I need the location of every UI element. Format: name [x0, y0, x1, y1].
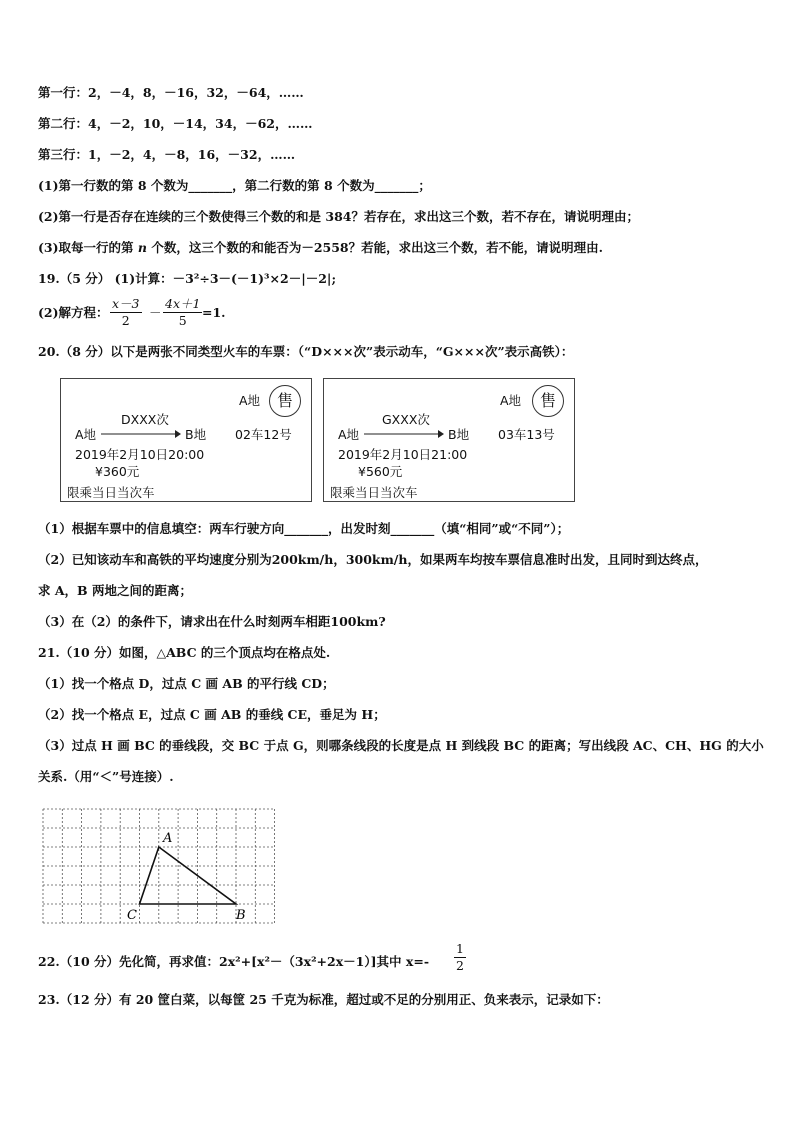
ticket-station: A地 [500, 393, 522, 408]
ticket-seat: 03车13号 [498, 427, 555, 442]
q21-part2: （2）找一个格点 E，过点 C 画 AB 的垂线 CE，垂足为 H； [38, 707, 386, 722]
q21-part3-cont: 关系.（用“＜”号连接）. [38, 769, 174, 784]
q19-fraction-2: $\frac{4x+1}{5}$ [165, 296, 201, 328]
arrow-icon [101, 429, 181, 439]
q20-part3: （3）在（2）的条件下，请求出在什么时刻两车相距100km? [38, 614, 386, 629]
q19-minus: － [149, 305, 162, 320]
ticket-date: 2019年2月10日20:00 [75, 447, 205, 462]
arrow-icon [364, 429, 444, 439]
ticket-note: 限乘当日当次车 [67, 485, 155, 500]
row-3: 第三行：1，－2，4，－8，16，－32，…… [38, 147, 296, 162]
q19-fraction-1: $\frac{x-3}{2}$ [112, 296, 140, 328]
triangle-abc [140, 847, 237, 904]
ticket-to: B地 [448, 427, 470, 442]
q21-head: 21.（10 分）如图，△ABC 的三个顶点均在格点处. [38, 645, 331, 660]
row-1: 第一行：2，－4，8，－16，32，－64，…… [38, 85, 304, 100]
q19-head: 19.（5 分） (1)计算：－3²÷3－(－1)³×2－|－2|; [38, 271, 337, 286]
ticket-price: ¥360元 [95, 464, 140, 479]
q21-part1: （1）找一个格点 D，过点 C 画 AB 的平行线 CD； [38, 676, 335, 691]
q23-text: 23.（12 分）有 20 筐白菜，以每筐 25 千克为标准，超过或不足的分别用正、负来表示，记录如下： [38, 992, 609, 1007]
q20-head: 20.（8 分）以下是两张不同类型火车的车票：（“D×××次”表示动车，“G×××次”表示高铁）： [38, 344, 574, 359]
grid-figure [40, 806, 280, 928]
ticket-train-number: GXXX次 [382, 412, 430, 427]
ticket-station: A地 [239, 393, 261, 408]
q18-part3: (3)取每一行的第 n 个数，这三个数的和能否为－2558？若能，求出这三个数，若不能，请说明理由. [38, 240, 603, 255]
q19-part2-label: (2)解方程： [38, 305, 109, 320]
ticket-date: 2019年2月10日21:00 [338, 447, 468, 462]
ticket-note: 限乘当日当次车 [330, 485, 418, 500]
q19-tail: =1. [202, 305, 226, 320]
sold-stamp-icon: 售 [532, 385, 564, 417]
ticket-gaotie [323, 378, 575, 502]
q20-part1: （1）根据车票中的信息填空：两车行驶方向_______，出发时刻_______（填“相同”或“不同”）； [38, 521, 570, 536]
ticket-price: ¥560元 [358, 464, 403, 479]
q21-part3: （3）过点 H 画 BC 的垂线段，交 BC 于点 G，则哪条线段的长度是点 H 到线段 BC 的距离；写出线段 AC、CH、HG 的大小 [38, 738, 764, 753]
ticket-to: B地 [185, 427, 207, 442]
q20-part2-cont: 求 A，B 两地之间的距离； [38, 583, 192, 598]
label-b: B [236, 908, 246, 923]
q20-part2: （2）已知该动车和高铁的平均速度分别为200km/h，300km/h，如果两车均按车票信息准时出发，且同时到达终点， [38, 552, 708, 567]
sold-stamp-icon: 售 [269, 385, 301, 417]
ticket-from: A地 [75, 427, 97, 442]
q22-fraction: $\frac{1}{2}$ [456, 941, 464, 973]
ticket-seat: 02车12号 [235, 427, 292, 442]
q22-text: 22.（10 分）先化简，再求值：2x²+[x²－（3x²+2x－1）]其中 x=- [38, 954, 430, 969]
q18-part1: (1)第一行数的第 8 个数为_______，第二行数的第 8 个数为_______； [38, 178, 431, 193]
label-a: A [163, 831, 173, 846]
ticket-train-number: DXXX次 [121, 412, 169, 427]
row-2: 第二行：4，－2，10，－14，34，－62，…… [38, 116, 313, 131]
ticket-from: A地 [338, 427, 360, 442]
ticket-dongche [60, 378, 312, 502]
label-c: C [127, 908, 137, 923]
q18-part2: (2)第一行是否存在连续的三个数使得三个数的和是 384？若存在，求出这三个数，若不存在，请说明理由； [38, 209, 639, 224]
